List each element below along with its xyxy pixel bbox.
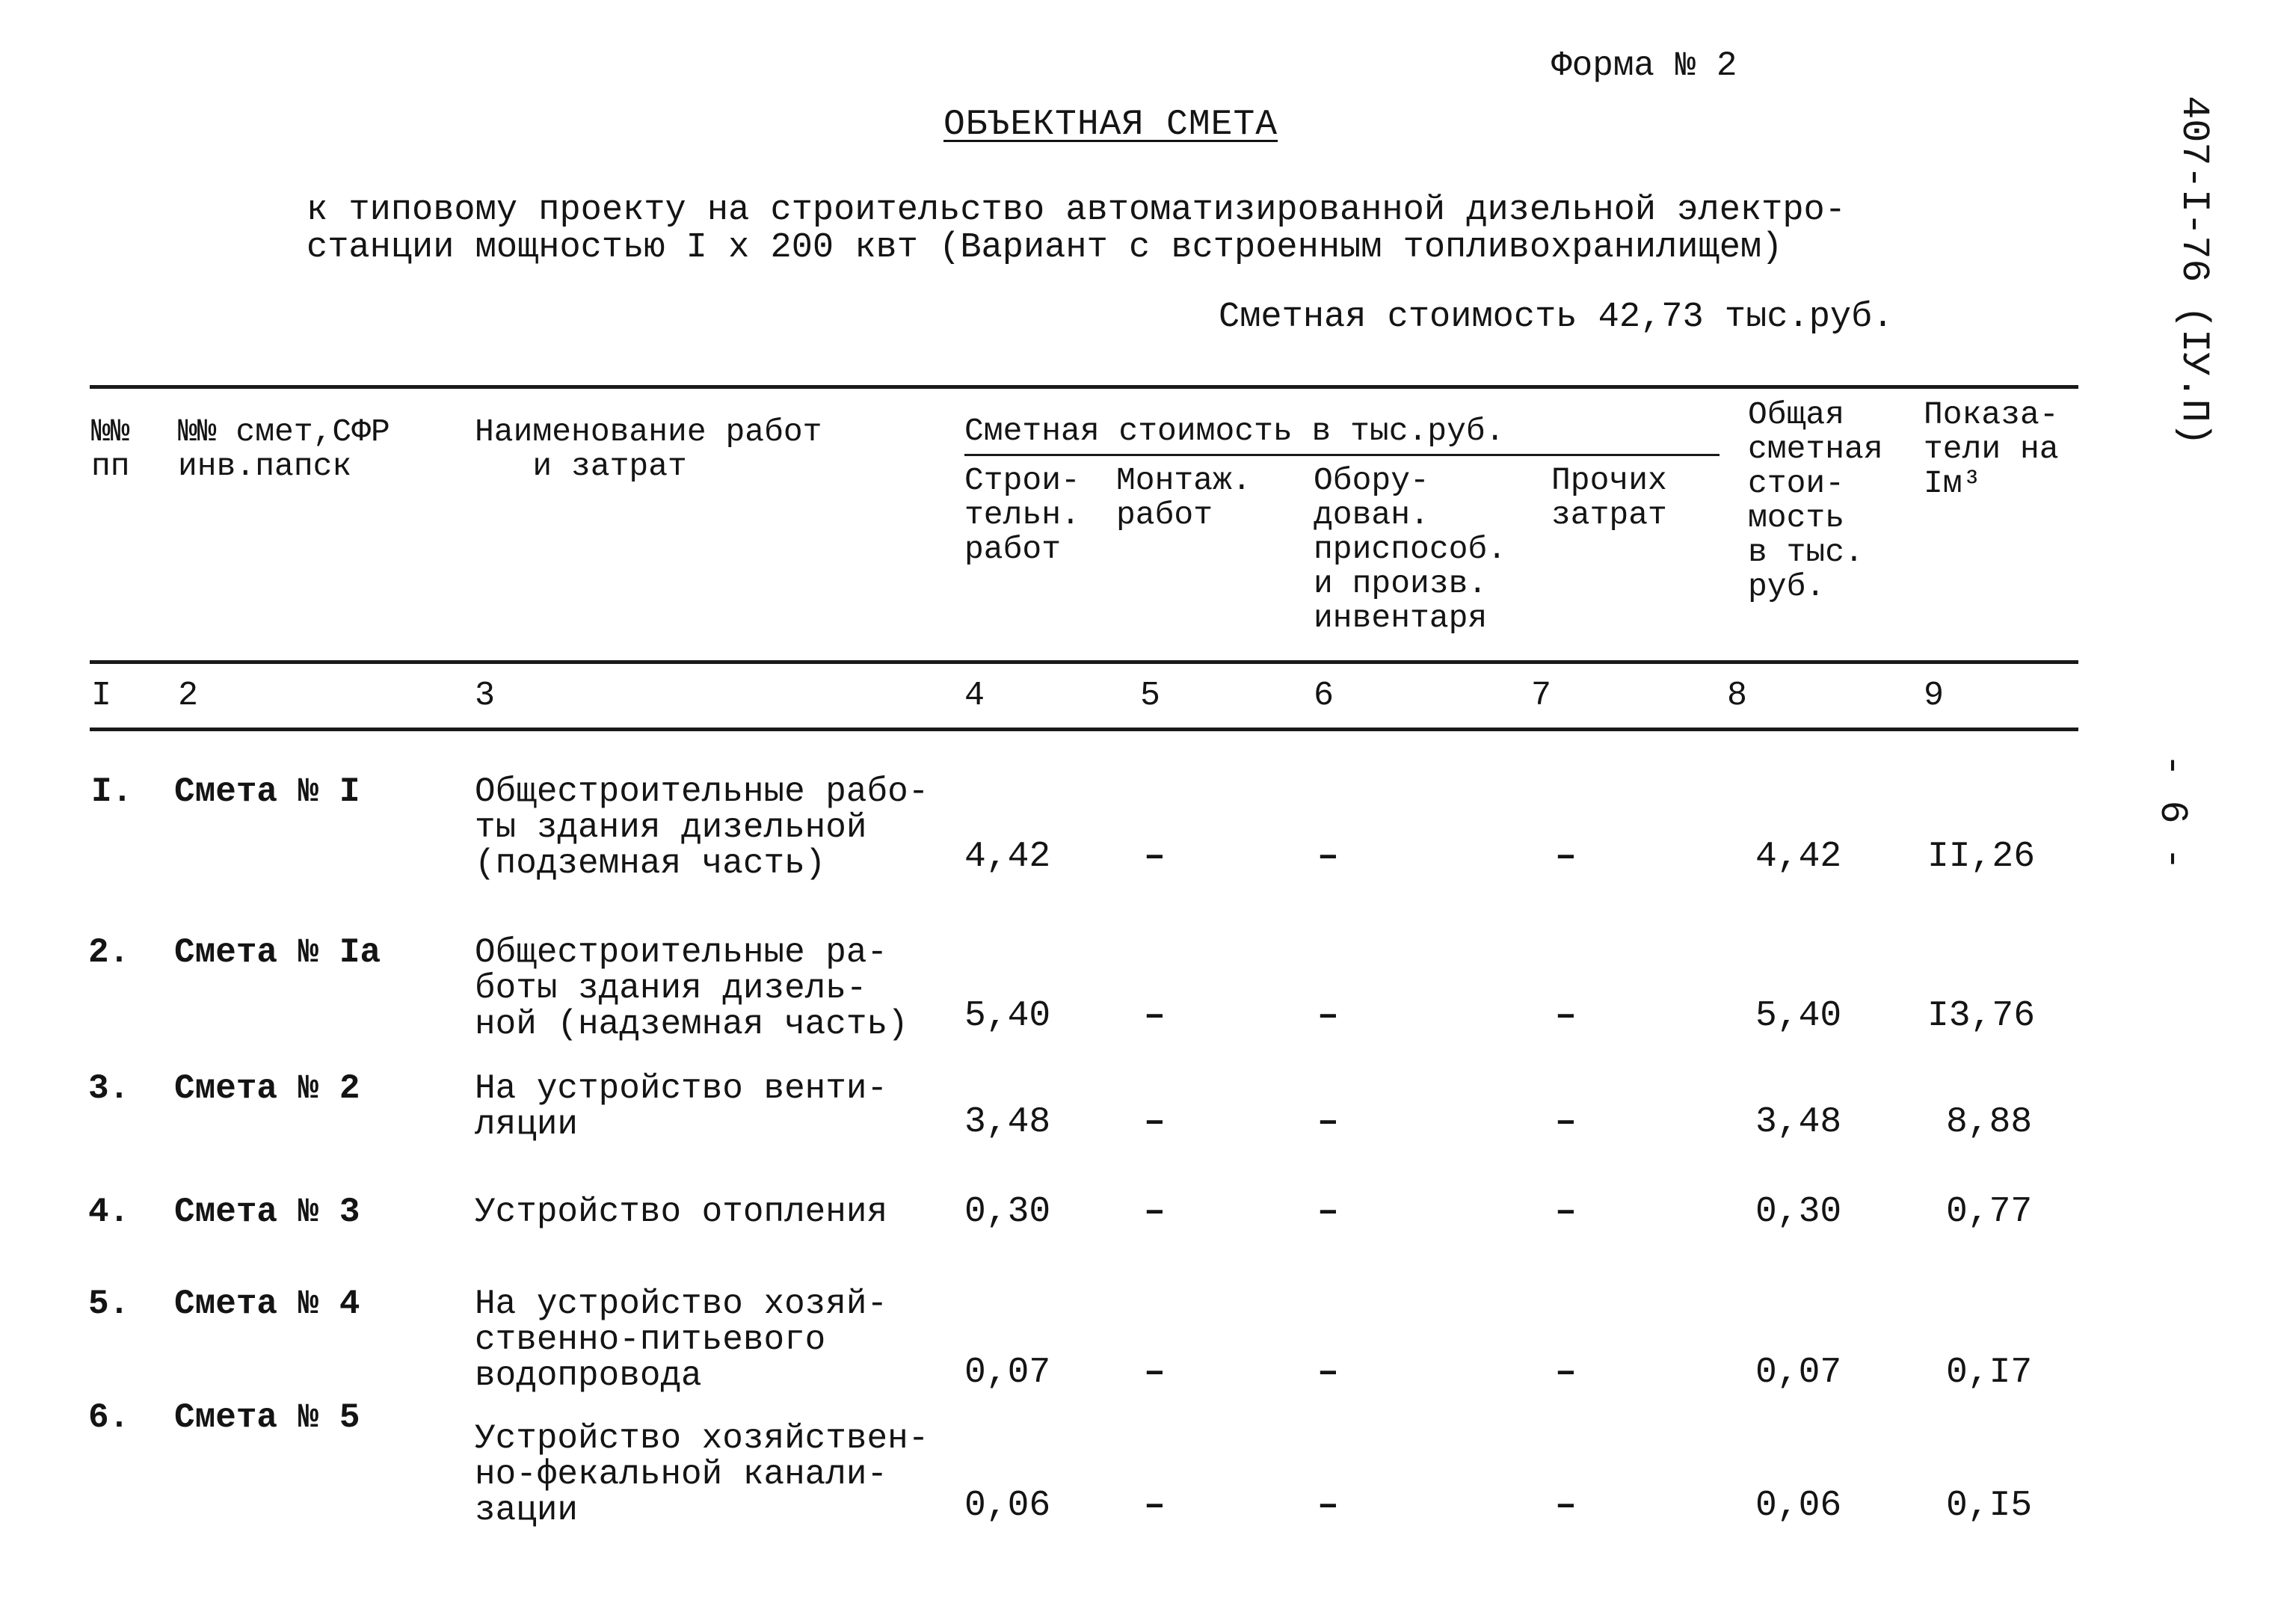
- other-cost: –: [1555, 837, 1577, 877]
- table-top-rule: [90, 385, 2078, 389]
- construction-cost: 5,40: [964, 996, 1051, 1036]
- indicator-per-m3: II,26: [1927, 837, 2036, 877]
- page-marker: - 6 -: [2150, 754, 2194, 871]
- row-number: 6.: [88, 1398, 130, 1437]
- indicator-per-m3: 0,I5: [1946, 1486, 2033, 1526]
- construction-cost: 0,07: [964, 1353, 1051, 1393]
- estimated-cost: Сметная стоимость 42,73 тыс.руб.: [1219, 298, 1894, 337]
- form-number: Форма № 2: [1551, 46, 1737, 85]
- indicator-per-m3: 0,77: [1946, 1192, 2033, 1232]
- equipment-cost: –: [1317, 996, 1339, 1036]
- equipment-cost: –: [1317, 1353, 1339, 1393]
- column-number: 9: [1924, 677, 1945, 715]
- column-number: I: [91, 677, 112, 715]
- work-name: Общестроительные ра- боты здания дизель- ной (надземная часть): [475, 933, 908, 1044]
- other-cost: –: [1555, 1353, 1577, 1393]
- work-name: На устройство хозяй- ственно-питьевого водопровода: [475, 1285, 888, 1395]
- indicator-per-m3: 0,I7: [1946, 1353, 2033, 1393]
- column-number: 6: [1314, 677, 1334, 715]
- column-number-rule: [90, 728, 2078, 731]
- equipment-cost: –: [1317, 1192, 1339, 1232]
- column-number: 7: [1531, 677, 1552, 715]
- subtitle-line-1: к типовому проекту на строительство автоматизированной дизельной электро-: [307, 191, 1846, 230]
- total-cost: 0,07: [1755, 1353, 1842, 1393]
- total-cost: 0,30: [1755, 1192, 1842, 1232]
- estimate-ref: Смета № 2: [174, 1069, 360, 1108]
- header-rule: [90, 660, 2078, 664]
- installation-cost: –: [1144, 837, 1166, 877]
- estimate-ref: Смета № I: [174, 772, 360, 811]
- header-col-1: №№ пп: [91, 413, 130, 485]
- installation-cost: –: [1144, 1192, 1166, 1232]
- column-number: 3: [475, 677, 496, 715]
- total-cost: 5,40: [1755, 996, 1842, 1036]
- other-cost: –: [1555, 1486, 1577, 1526]
- construction-cost: 0,30: [964, 1192, 1051, 1232]
- row-number: 3.: [88, 1069, 130, 1108]
- equipment-cost: –: [1317, 837, 1339, 877]
- project-code: 407-I-76 (IУ.П): [2172, 96, 2216, 446]
- work-name: Общестроительные рабо- ты здания дизельной (подземная часть): [475, 772, 929, 883]
- equipment-cost: –: [1317, 1102, 1339, 1142]
- construction-cost: 0,06: [964, 1486, 1051, 1526]
- indicator-per-m3: I3,76: [1927, 996, 2036, 1036]
- row-number: 4.: [88, 1193, 130, 1231]
- estimate-ref: Смета № 3: [174, 1193, 360, 1231]
- equipment-cost: –: [1317, 1486, 1339, 1526]
- column-number: 5: [1140, 677, 1161, 715]
- other-cost: –: [1555, 996, 1577, 1036]
- indicator-per-m3: 8,88: [1946, 1102, 2033, 1142]
- estimate-ref: Смета № 5: [174, 1398, 360, 1437]
- header-col-4: Строи- тельн. работ: [964, 462, 1080, 568]
- installation-cost: –: [1144, 1486, 1166, 1526]
- installation-cost: –: [1144, 1102, 1166, 1142]
- installation-cost: –: [1144, 996, 1166, 1036]
- header-col-5: Монтаж. работ: [1116, 462, 1252, 533]
- other-cost: –: [1555, 1102, 1577, 1142]
- row-number: 2.: [88, 933, 130, 972]
- construction-cost: 3,48: [964, 1102, 1051, 1142]
- header-col-7: Прочих затрат: [1551, 462, 1667, 533]
- construction-cost: 4,42: [964, 837, 1051, 877]
- column-number: 4: [964, 677, 985, 715]
- subtitle-line-2: станции мощностью I x 200 квт (Вариант с встроенным топливохранилищем): [307, 228, 1783, 268]
- work-name: Устройство отопления: [475, 1193, 888, 1231]
- total-cost: 4,42: [1755, 837, 1842, 877]
- other-cost: –: [1555, 1192, 1577, 1232]
- header-col-9: Показа- тели на Iм³: [1924, 396, 2059, 502]
- header-col-6: Обору- дован. приспособ. и произв. инвентаря: [1314, 462, 1507, 636]
- installation-cost: –: [1144, 1353, 1166, 1393]
- row-number: I.: [91, 772, 133, 811]
- header-col-2: №№ смет,СФР инв.папск: [178, 413, 390, 485]
- header-col-3: Наименование работ и затрат: [475, 413, 822, 485]
- column-number: 8: [1727, 677, 1748, 715]
- work-name: На устройство венти- ляции: [475, 1069, 888, 1144]
- row-number: 5.: [88, 1285, 130, 1323]
- column-number: 2: [178, 677, 199, 715]
- header-col-8: Общая сметная стои- мость в тыс. руб.: [1748, 396, 1883, 605]
- total-cost: 3,48: [1755, 1102, 1842, 1142]
- work-name: Устройство хозяйствен- но-фекальной канали- зации: [475, 1419, 929, 1530]
- estimate-ref: Смета № 4: [174, 1285, 360, 1323]
- estimate-ref: Смета № Iа: [174, 933, 381, 972]
- total-cost: 0,06: [1755, 1486, 1842, 1526]
- header-group-cost: Сметная стоимость в тыс.руб.: [964, 413, 1720, 456]
- document-title: ОБЪЕКТНАЯ СМЕТА: [943, 105, 1278, 145]
